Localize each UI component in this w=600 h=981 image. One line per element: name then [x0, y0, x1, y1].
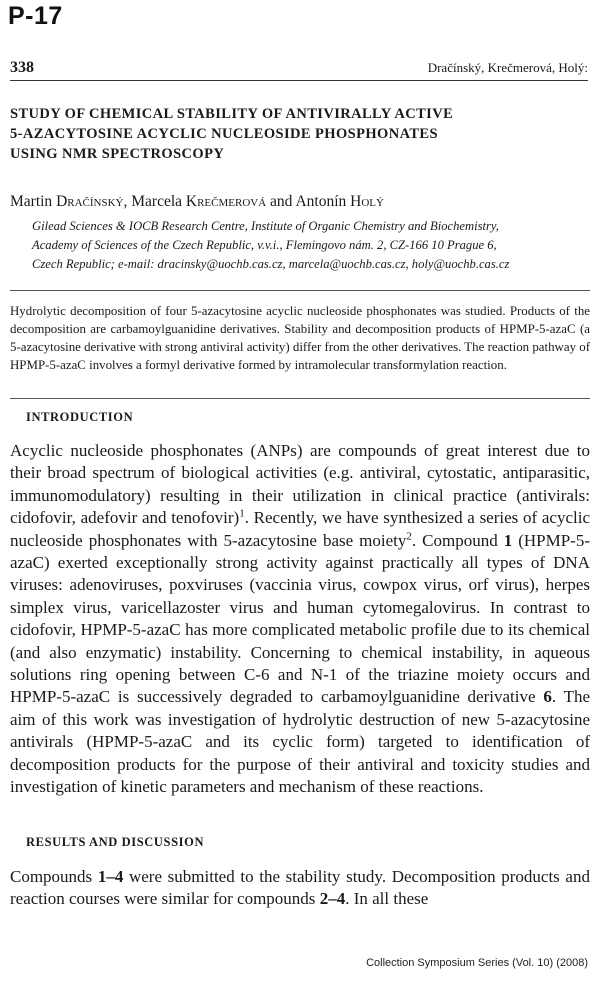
- authors-block: [10, 192, 590, 274]
- author-last-name: Holý: [350, 193, 384, 210]
- author-separator: and: [266, 193, 296, 210]
- compound-range: 2–4: [319, 889, 346, 909]
- author-last-name: Dračínský: [56, 193, 124, 210]
- affiliation-line: Czech Republic; e-mail: dracinsky@uochb.cas.cz, marcela@uochb.cas.cz, holy@uochb.cas.cz: [32, 257, 510, 271]
- affiliation-line: Academy of Sciences of the Czech Republic, v.v.i., Flemingovo nám. 2, CZ-166 10 Prague 6,: [32, 238, 497, 252]
- title-line: STUDY OF CHEMICAL STABILITY OF ANTIVIRALLY ACTIVE: [10, 106, 454, 122]
- title-line: 5-AZACYTOSINE ACYCLIC NUCLEOSIDE PHOSPHONATES: [10, 126, 438, 142]
- poster-id: P-17: [8, 2, 63, 30]
- abstract: Hydrolytic decomposition of four 5-azacytosine acyclic nucleoside phosphonates was studied. Products of the decomposition are carbamoylguanidine derivatives. Stability and decomposition products of HPMP-5-azaC (a 5-azacytosine derivative with strong antiviral activity) differ from the other derivatives. The reaction pathway of HPMP-5-azaC involves a formyl derivative formed by intramolecular transformylation reaction.: [10, 304, 590, 372]
- footer-journal: Collection Symposium Series (Vol. 10) (2008): [366, 957, 588, 969]
- reference-1: 1: [239, 507, 245, 520]
- reference-2: 2: [406, 529, 412, 542]
- author-separator: ,: [123, 193, 132, 210]
- affiliation-line: Gilead Sciences & IOCB Research Centre, Institute of Organic Chemistry and Biochemistry,: [32, 219, 499, 233]
- compound-number: 1: [503, 530, 513, 550]
- running-head-authors: Dračínský, Krečmerová, Holý:: [427, 60, 588, 75]
- abstract-top-rule: [10, 290, 590, 291]
- author-first-name: Antonín: [295, 193, 351, 210]
- affiliation: [32, 217, 590, 274]
- introduction-paragraph: Acyclic nucleoside phosphonates (ANPs) are compounds of great interest due to their broad spectrum of biological activities (e.g. antiviral, cytostatic, antiparasitic, immunomodulatory) resulting in their utilization in clinical practice (antivirals: cidofovir, adefovir and tenofovir)$^1$. Recently, we have synthesized a series of acyclic nucleoside phosphonates with 5-azacytosine base moiety$^2$. Compound 1 (HPMP-5-azaC) exerted exceptionally strong activity against practically all types of DNA viruses: adenoviruses, poxviruses (vaccinia virus, cowpox virus, orf virus), herpes simplex virus, varicellazoster virus and human cytomegalovirus. In contrast to cidofovir, HPMP-5-azaC has more complicated metabolic profile due to its chemical (and also enzymatic) instability. Concerning to chemical instability, in aqueous solutions ring opening between C-6 and N-1 of the triazine moiety occurs and HPMP-5-azaC is successively degraded to carbamoylguanidine derivative 6. The aim of this work was investigation of hydrolytic destruction of new 5-azacytosine antivirals (HPMP-5-azaC and its cyclic form) targeted to identification of decomposition products for the purpose of their antiviral and toxicity studies and investigation of kinetic parameters and mechanism of these reactions.: [10, 441, 591, 797]
- title-line: USING NMR SPECTROSCOPY: [10, 146, 225, 162]
- running-head: [10, 58, 588, 81]
- compound-range: 1–4: [97, 867, 124, 886]
- compound-number: 6: [543, 687, 552, 707]
- page-number: 338: [10, 59, 34, 76]
- author-last-name: Krečmerová: [185, 193, 267, 210]
- author-first-name: Martin: [10, 193, 57, 210]
- author-list: [10, 192, 590, 212]
- paper-title: [10, 104, 570, 164]
- section-heading-results: RESULTS AND DISCUSSION: [26, 835, 205, 849]
- abstract-bottom-rule: [10, 398, 590, 399]
- section-heading-introduction: INTRODUCTION: [26, 410, 134, 424]
- results-paragraph: Compounds 1–4 were submitted to the stability study. Decomposition products and reaction courses were similar for compounds 2–4. In all these: [10, 867, 590, 909]
- author-first-name: Marcela: [131, 193, 186, 210]
